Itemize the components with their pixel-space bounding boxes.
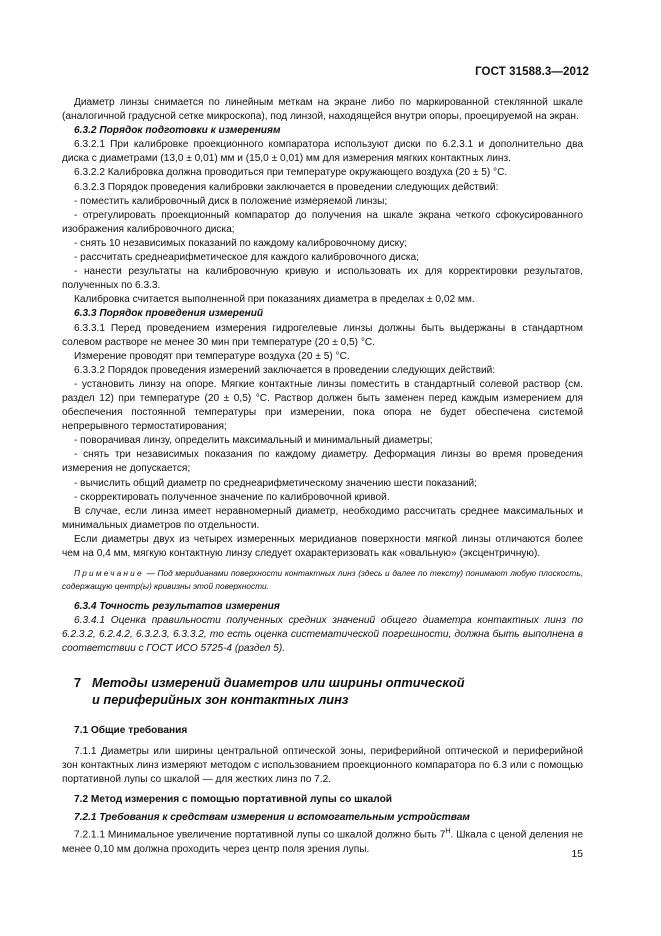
document-header: ГОСТ 31588.3—2012 bbox=[475, 66, 589, 78]
paragraph: Диаметр линзы снимается по линейным меткам на экране либо по маркированной стеклянной шкале (аналогичной градусной сетке микроскопа), под линзой, находящейся внутри опоры, проецируемой на экран. bbox=[62, 97, 583, 123]
paragraph-text: . Шкала с ценой деления не менее 0,10 мм должна проходить через центр поля зрения лупы. bbox=[62, 829, 583, 855]
document-body bbox=[62, 96, 583, 857]
page-number: 15 bbox=[571, 848, 583, 860]
section-heading bbox=[62, 674, 583, 708]
note-label: Примечание bbox=[74, 568, 144, 579]
paragraph: 6.3.2.3 Порядок проведения калибровки заключается в проведении следующих действий: bbox=[74, 181, 499, 193]
paragraph: Измерение проводят при температуре воздуха (20 ± 5) °С. bbox=[74, 350, 350, 362]
list-item: - скорректировать полученное значение по калибровочной кривой. bbox=[74, 491, 390, 503]
subsection-heading: 6.3.3 Порядок проведения измерений bbox=[74, 308, 264, 320]
list-item: - поместить калибровочный диск в положение измеряемой линзы; bbox=[74, 195, 388, 207]
paragraph: Если диаметры двух из четырех измеренных меридианов поверхности мягкой линзы отличаются более чем на 0,4 мм, мягкую контактную линзу следует охарактеризовать как «овальную» (эксцентричную). bbox=[62, 533, 583, 559]
list-item: - нанести результаты на калибровочную кривую и использовать их для корректировки результатов, полученных по 6.3.3. bbox=[62, 266, 583, 292]
subsection-heading: 7.1 Общие требования bbox=[74, 725, 188, 737]
paragraph: В случае, если линза имеет неравномерный диаметр, необходимо рассчитать среднее максимальных и минимальных диаметров по отдельности. bbox=[62, 505, 583, 531]
list-item: - вычислить общий диаметр по среднеарифметическому значению шести показаний; bbox=[74, 477, 477, 489]
subsection-heading: 7.2 Метод измерения с помощью портативной лупы со шкалой bbox=[74, 793, 392, 805]
list-item: - снять три независимых показания по каждому диаметру. Деформация линзы во время проведения измерения не допускается; bbox=[62, 449, 583, 475]
paragraph: Калибровка считается выполненной при показаниях диаметра в пределах ± 0,02 мм. bbox=[74, 294, 475, 306]
list-item: - снять 10 независимых показаний по каждому калибровочному диску; bbox=[74, 237, 408, 249]
paragraph: 6.3.3.2 Порядок проведения измерений заключается в проведении следующих действий: bbox=[74, 364, 496, 376]
paragraph: 6.3.4.1 Оценка правильности полученных средних значений общего диаметра контактных линз по 6.2.3.2, 6.2.4.2, 6.3.2.3, 6.3.3.2, то есть оценка систематической погрешности, должна быть выполнена в соответствии с ГОСТ ИСО 5725-4 (раздел 5). bbox=[62, 615, 583, 655]
section-title-line1: Методы измерений диаметров или ширины оптической bbox=[92, 675, 465, 691]
list-item: - установить линзу на опоре. Мягкие контактные линзы поместить в стандартный солевой раствор (см. раздел 12) при температуре (20 ± 0,5) °С. Раствор должен быть заменен перед каждым измерением для обеспечения постоянной температуры при измерении, пока опора не будет обеспечена системой непрерывного термостатирования; bbox=[62, 378, 583, 433]
paragraph: 7.1.1 Диаметры или ширины центральной оптической зоны, периферийной оптической и периферийной зон контактных линз измеряют методом с использованием проекционного компаратора по 6.3 или с помощью портативной лупы со шкалой — для жестких линз по 7.2. bbox=[62, 745, 583, 785]
list-item: - поворачивая линзу, определить максимальный и минимальный диаметры; bbox=[74, 435, 433, 447]
section-title-line2: и периферийных зон контактных линз bbox=[92, 692, 349, 708]
paragraph-text: 7.2.1.1 Минимальное увеличение портативной лупы со шкалой должно быть 7 bbox=[74, 829, 446, 841]
subsection-heading: 7.2.1 Требования к средствам измерения и вспомогательным устройствам bbox=[74, 811, 470, 823]
paragraph: 6.3.3.1 Перед проведением измерения гидрогелевые линзы должны быть выдержаны в стандартном солевом растворе не менее 30 мин при температуре (20 ± 0,5) °С. bbox=[62, 322, 583, 348]
paragraph: 6.3.2.1 При калибровке проекционного компаратора используют диски по 6.2.3.1 и дополнительно два диска с диаметрами (13,0 ± 0,01) мм и (15,0 ± 0,01) мм для измерения мягких контактных линз. bbox=[62, 139, 583, 165]
list-item: - рассчитать среднеарифметическое для каждого калибровочного диска; bbox=[74, 252, 419, 264]
section-number: 7 bbox=[74, 675, 82, 691]
paragraph bbox=[62, 825, 583, 857]
paragraph: 6.3.2.2 Калибровка должна проводиться при температуре окружающего воздуха (20 ± 5) °С. bbox=[74, 167, 508, 179]
superscript: Н bbox=[445, 828, 451, 836]
subsection-heading: 6.3.4 Точность результатов измерения bbox=[74, 601, 280, 613]
note bbox=[62, 567, 583, 592]
list-item: - отрегулировать проекционный компаратор до получения на шкале экрана четкого сфокусированного изображения калибровочного диска; bbox=[62, 209, 583, 235]
note-text: — Под меридианами поверхности контактных линз (здесь и далее по тексту) понимают любую плоскость, содержащую центр(ы) кривизны этой поверхности. bbox=[62, 568, 583, 591]
subsection-heading: 6.3.2 Порядок подготовки к измерениям bbox=[74, 125, 281, 137]
